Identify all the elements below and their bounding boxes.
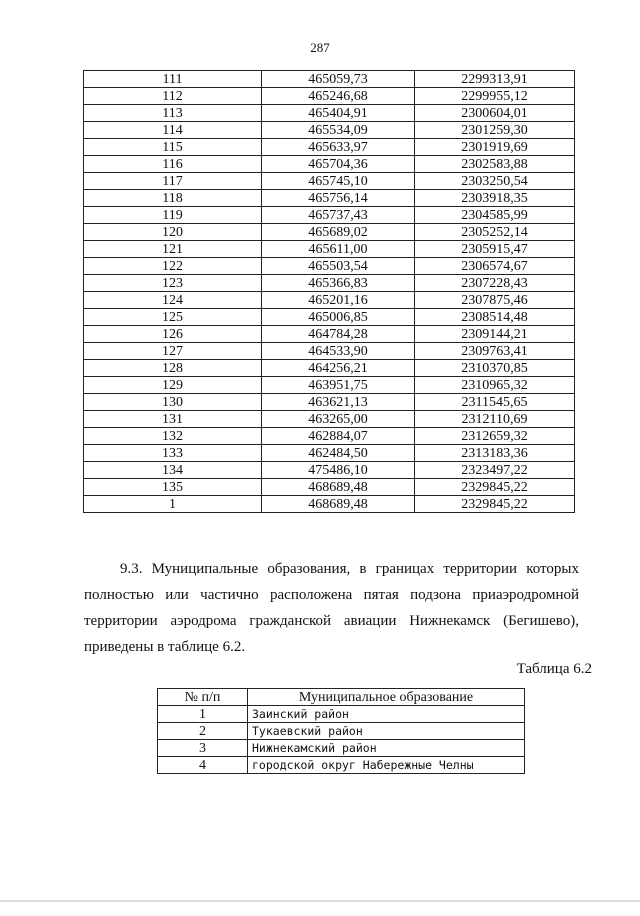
x-coordinate-cell: 465006,85: [262, 309, 415, 326]
point-number-cell: 111: [84, 71, 262, 88]
table-row: [84, 258, 575, 275]
y-coordinate-cell: 2309763,41: [415, 343, 575, 360]
point-number-cell: 130: [84, 394, 262, 411]
y-coordinate-cell: 2305252,14: [415, 224, 575, 241]
point-number-cell: 123: [84, 275, 262, 292]
table-row: [158, 740, 525, 757]
table-row: [84, 309, 575, 326]
x-coordinate-cell: 465059,73: [262, 71, 415, 88]
header-number: № п/п: [158, 689, 248, 706]
x-coordinate-cell: 465689,02: [262, 224, 415, 241]
x-coordinate-cell: 465404,91: [262, 105, 415, 122]
table-row: [84, 462, 575, 479]
table-row: [158, 757, 525, 774]
table-row: [84, 343, 575, 360]
x-coordinate-cell: 464533,90: [262, 343, 415, 360]
table-row: [84, 156, 575, 173]
point-number-cell: 119: [84, 207, 262, 224]
y-coordinate-cell: 2300604,01: [415, 105, 575, 122]
y-coordinate-cell: 2299313,91: [415, 71, 575, 88]
table-row: [84, 496, 575, 513]
y-coordinate-cell: 2305915,47: [415, 241, 575, 258]
municipalities-header-row: [158, 689, 525, 706]
y-coordinate-cell: 2308514,48: [415, 309, 575, 326]
row-number-cell: 1: [158, 706, 248, 723]
table-row: [84, 445, 575, 462]
x-coordinate-cell: 463621,13: [262, 394, 415, 411]
municipality-name-cell: Заинский район: [248, 706, 525, 723]
point-number-cell: 135: [84, 479, 262, 496]
table-row: [84, 241, 575, 258]
x-coordinate-cell: 475486,10: [262, 462, 415, 479]
point-number-cell: 115: [84, 139, 262, 156]
table-row: [84, 88, 575, 105]
x-coordinate-cell: 465503,54: [262, 258, 415, 275]
point-number-cell: 125: [84, 309, 262, 326]
point-number-cell: 113: [84, 105, 262, 122]
x-coordinate-cell: 465246,68: [262, 88, 415, 105]
y-coordinate-cell: 2329845,22: [415, 496, 575, 513]
y-coordinate-cell: 2309144,21: [415, 326, 575, 343]
x-coordinate-cell: 465756,14: [262, 190, 415, 207]
x-coordinate-cell: 465737,43: [262, 207, 415, 224]
table-row: [158, 706, 525, 723]
point-number-cell: 129: [84, 377, 262, 394]
table-row: [84, 275, 575, 292]
table-row: [84, 411, 575, 428]
table-row: [84, 122, 575, 139]
point-number-cell: 134: [84, 462, 262, 479]
table-row: [84, 173, 575, 190]
row-number-cell: 3: [158, 740, 248, 757]
y-coordinate-cell: 2304585,99: [415, 207, 575, 224]
y-coordinate-cell: 2311545,65: [415, 394, 575, 411]
table-row: [84, 207, 575, 224]
point-number-cell: 124: [84, 292, 262, 309]
table-row: [84, 71, 575, 88]
table-row: [84, 377, 575, 394]
y-coordinate-cell: 2299955,12: [415, 88, 575, 105]
municipality-name-cell: Нижнекамский район: [248, 740, 525, 757]
y-coordinate-cell: 2323497,22: [415, 462, 575, 479]
y-coordinate-cell: 2303918,35: [415, 190, 575, 207]
y-coordinate-cell: 2312659,32: [415, 428, 575, 445]
y-coordinate-cell: 2301919,69: [415, 139, 575, 156]
y-coordinate-cell: 2306574,67: [415, 258, 575, 275]
point-number-cell: 116: [84, 156, 262, 173]
x-coordinate-cell: 463951,75: [262, 377, 415, 394]
x-coordinate-cell: 462884,07: [262, 428, 415, 445]
point-number-cell: 121: [84, 241, 262, 258]
municipality-name-cell: городской округ Набережные Челны: [248, 757, 525, 774]
x-coordinate-cell: 464256,21: [262, 360, 415, 377]
paragraph-line-2: полностью или частично расположена пятая подзона приаэродромной: [84, 587, 579, 603]
point-number-cell: 133: [84, 445, 262, 462]
y-coordinate-cell: 2312110,69: [415, 411, 575, 428]
table-row: [84, 360, 575, 377]
y-coordinate-cell: 2310370,85: [415, 360, 575, 377]
point-number-cell: 120: [84, 224, 262, 241]
table-row: [84, 224, 575, 241]
x-coordinate-cell: 465534,09: [262, 122, 415, 139]
table-row: [84, 105, 575, 122]
x-coordinate-cell: 465704,36: [262, 156, 415, 173]
table-row: [84, 428, 575, 445]
point-number-cell: 132: [84, 428, 262, 445]
table-caption: Таблица 6.2: [516, 661, 592, 677]
x-coordinate-cell: 465201,16: [262, 292, 415, 309]
table-row: [158, 723, 525, 740]
municipality-name-cell: Тукаевский район: [248, 723, 525, 740]
y-coordinate-cell: 2301259,30: [415, 122, 575, 139]
page-bottom-edge: [0, 900, 640, 902]
point-number-cell: 122: [84, 258, 262, 275]
x-coordinate-cell: 463265,00: [262, 411, 415, 428]
point-number-cell: 112: [84, 88, 262, 105]
table-row: [84, 139, 575, 156]
point-number-cell: 114: [84, 122, 262, 139]
x-coordinate-cell: 465611,00: [262, 241, 415, 258]
x-coordinate-cell: 468689,48: [262, 479, 415, 496]
section-9-3-paragraph: [84, 556, 579, 660]
paragraph-line-4: приведены в таблице 6.2.: [84, 639, 246, 655]
y-coordinate-cell: 2302583,88: [415, 156, 575, 173]
y-coordinate-cell: 2329845,22: [415, 479, 575, 496]
y-coordinate-cell: 2303250,54: [415, 173, 575, 190]
x-coordinate-cell: 464784,28: [262, 326, 415, 343]
x-coordinate-cell: 462484,50: [262, 445, 415, 462]
coordinates-table: [83, 70, 575, 513]
page-number: 287: [310, 40, 330, 55]
x-coordinate-cell: 465366,83: [262, 275, 415, 292]
row-number-cell: 2: [158, 723, 248, 740]
table-row: [84, 326, 575, 343]
point-number-cell: 127: [84, 343, 262, 360]
point-number-cell: 131: [84, 411, 262, 428]
y-coordinate-cell: 2313183,36: [415, 445, 575, 462]
y-coordinate-cell: 2310965,32: [415, 377, 575, 394]
x-coordinate-cell: 465633,97: [262, 139, 415, 156]
point-number-cell: 1: [84, 496, 262, 513]
municipalities-table: [157, 688, 525, 774]
table-row: [84, 394, 575, 411]
point-number-cell: 128: [84, 360, 262, 377]
x-coordinate-cell: 468689,48: [262, 496, 415, 513]
y-coordinate-cell: 2307875,46: [415, 292, 575, 309]
table-row: [84, 479, 575, 496]
point-number-cell: 126: [84, 326, 262, 343]
y-coordinate-cell: 2307228,43: [415, 275, 575, 292]
point-number-cell: 117: [84, 173, 262, 190]
row-number-cell: 4: [158, 757, 248, 774]
paragraph-line-1: 9.3. Муниципальные образования, в границах территории которых: [120, 561, 579, 577]
header-municipality: Муниципальное образование: [248, 689, 525, 706]
paragraph-line-3: территории аэродрома гражданской авиации Нижнекамск (Бегишево),: [84, 613, 579, 629]
coordinates-table-body: [84, 71, 575, 513]
municipalities-table-body: [158, 706, 525, 774]
x-coordinate-cell: 465745,10: [262, 173, 415, 190]
table-row: [84, 190, 575, 207]
point-number-cell: 118: [84, 190, 262, 207]
table-row: [84, 292, 575, 309]
